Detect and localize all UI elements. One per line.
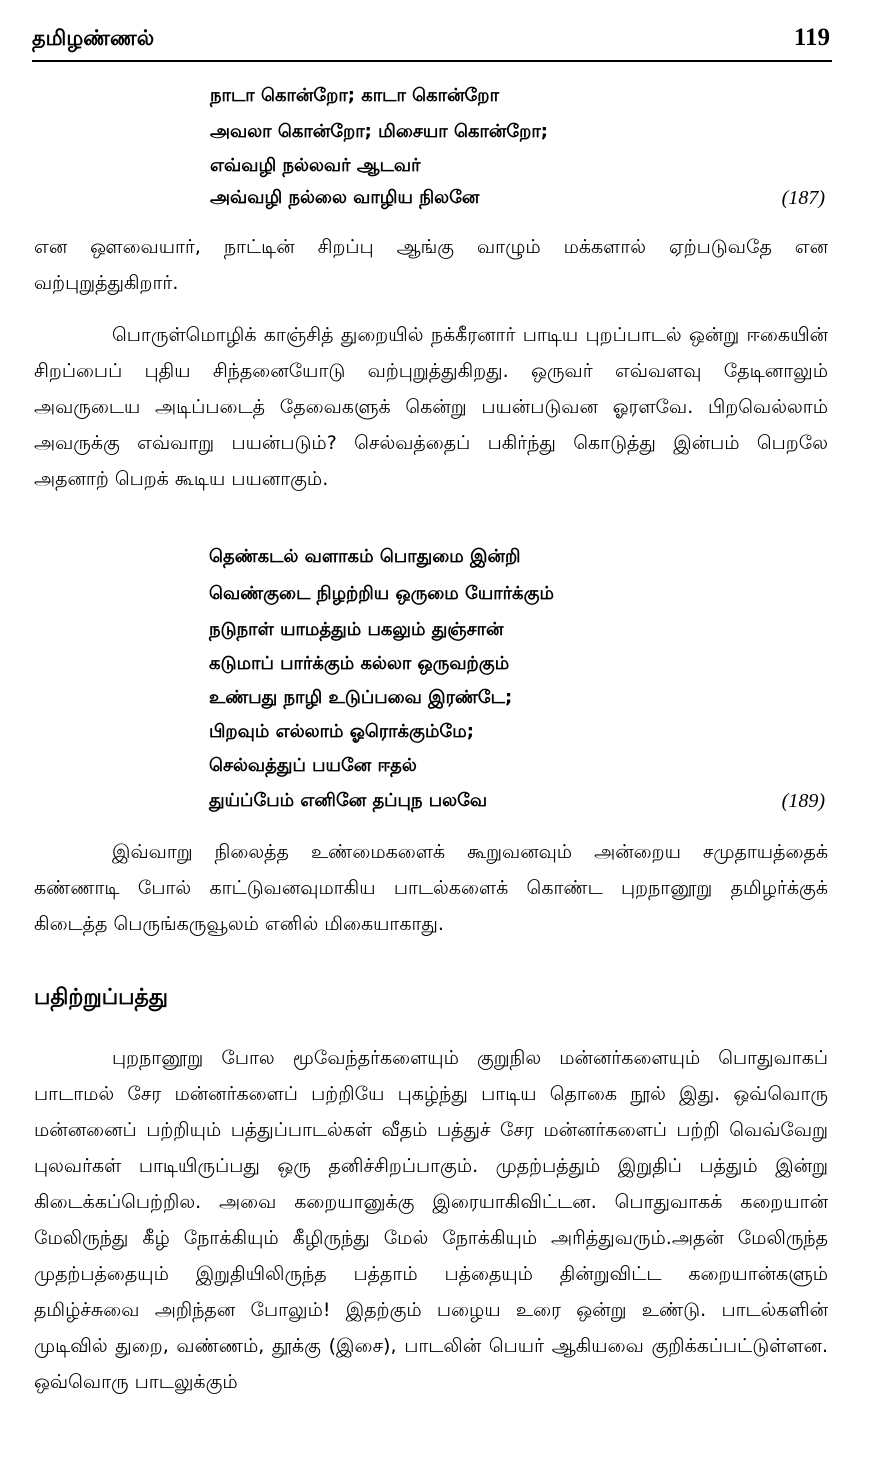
poem-number: (187) xyxy=(781,187,825,209)
paragraph: புறநானூறு போல மூவேந்தர்களையும் குறுநில மன்னர்களையும் பொதுவாகப் பாடாமல் சேர மன்னர்களைப் பற்றியே புகழ்ந்து பாடிய தொகை நூல் இது. ஒவ்வொரு மன்னனைப் பற்றியும் பத்துப்பாடல்கள் வீதம் பத்துச் சேர மன்னர்களைப் பற்றி வெவ்வேறு புலவர்கள் பாடியிருப்பது ஒரு தனிச்சிறப்பாகும். முதற்பத்தும் இறுதிப் பத்தும் இன்று கிடைக்கப்பெற்றில. அவை கறையானுக்கு இரையாகிவிட்டன. பொதுவாகக் கறையான் மேலிருந்து கீழ் நோக்கியும் கீழிருந்து மேல் நோக்கியும் அரித்துவரும்.அதன் மேலிருந்த முதற்பத்தையும் இறுதியிலிருந்த பத்தாம் பத்தையும் தின்றுவிட்ட கறையான்களும் தமிழ்ச்சுவை அறிந்தன போலும்! இதற்கும் பழைய உரை ஒன்று உண்டு. பாடல்களின் முடிவில் துறை, வண்ணம், தூக்கு (இசை), பாடலின் பெயர் ஆகியவை குறிக்கப்பட்டுள்ளன. ஒவ்வொரு பாடலுக்கும் xyxy=(34,1047,828,1393)
poem-line: வெண்குடை நிழற்றிய ஒருமை யோர்க்கும் xyxy=(209,583,554,604)
poem-line: உண்பது நாழி உடுப்பவை இரண்டே; xyxy=(209,687,513,708)
running-title: தமிழண்ணல் xyxy=(32,26,155,50)
section-heading: பதிற்றுப்பத்து xyxy=(34,985,168,1010)
paragraph: என ஔவையார், நாட்டின் சிறப்பு ஆங்கு வாழும் மக்களால் ஏற்படுவதே என வற்புறுத்துகிறார். xyxy=(34,236,828,294)
poem-line: நடுநாள் யாமத்தும் பகலும் துஞ்சான் xyxy=(209,619,504,640)
header-rule xyxy=(32,60,832,62)
page-number: 119 xyxy=(793,24,830,51)
paragraph: பொருள்மொழிக் காஞ்சித் துறையில் நக்கீரனார் பாடிய புறப்பாடல் ஒன்று ஈகையின் சிறப்பைப் புதிய சிந்தனையோடு வற்புறுத்துகிறது. ஒருவர் எவ்வளவு தேடினாலும் அவருடைய அடிப்படைத் தேவைகளுக் கென்று பயன்படுவன ஓரளவே. பிறவெல்லாம் அவருக்கு எவ்வாறு பயன்படும்? செல்வத்தைப் பகிர்ந்து கொடுத்து இன்பம் பெறலே அதனாற் பெறக் கூடிய பயனாகும். xyxy=(34,324,828,490)
poem-line: எவ்வழி நல்லவர் ஆடவர் xyxy=(210,155,421,176)
poem-line: நாடா கொன்றோ; காடா கொன்றோ xyxy=(210,85,499,106)
poem-number: (189) xyxy=(781,790,825,812)
poem-line: அவ்வழி நல்லை வாழிய நிலனே xyxy=(210,187,480,208)
poem-line: தெண்கடல் வளாகம் பொதுமை இன்றி xyxy=(209,546,521,567)
poem-line: அவலா கொன்றோ; மிசையா கொன்றோ; xyxy=(210,121,548,142)
poem-line: துய்ப்பேம் எனினே தப்புந பலவே xyxy=(209,790,488,811)
poem-line: செல்வத்துப் பயனே ஈதல் xyxy=(209,755,417,776)
poem-line: பிறவும் எல்லாம் ஓரொக்கும்மே; xyxy=(209,721,474,742)
paragraph: இவ்வாறு நிலைத்த உண்மைகளைக் கூறுவனவும் அன்றைய சமுதாயத்தைக் கண்ணாடி போல் காட்டுவனவுமாகிய பாடல்களைக் கொண்ட புறநானூறு தமிழர்க்குக் கிடைத்த பெருங்கருவூலம் எனில் மிகையாகாது. xyxy=(34,841,828,935)
poem-line: கடுமாப் பார்க்கும் கல்லா ஒருவற்கும் xyxy=(209,653,510,674)
page-header xyxy=(32,22,832,62)
